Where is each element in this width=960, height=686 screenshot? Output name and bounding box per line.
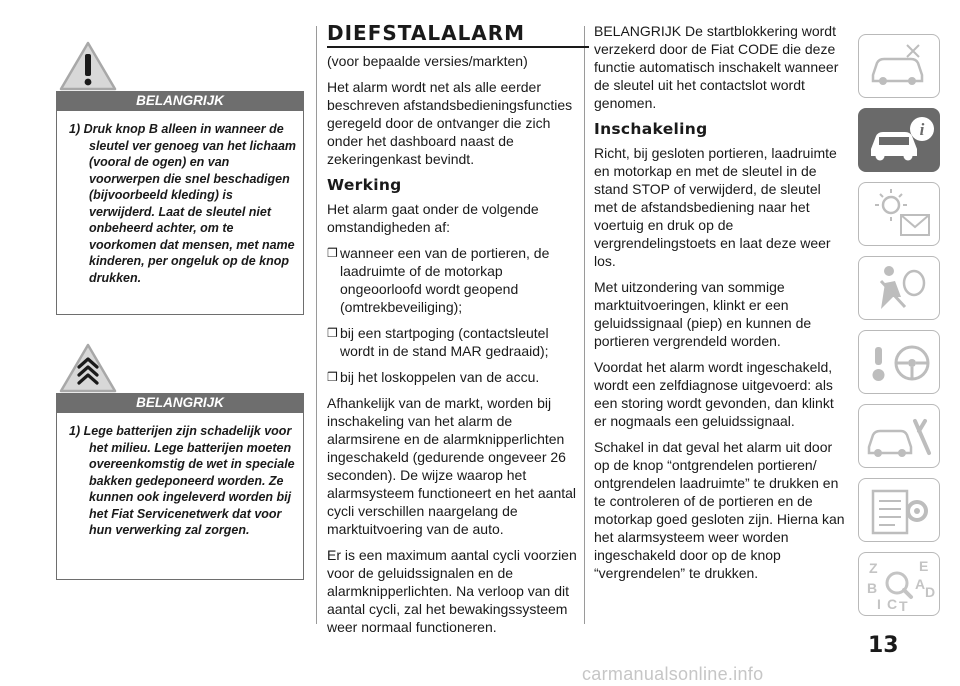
checkbox-bullet-icon: ❒ <box>327 326 338 340</box>
subtitle: (voor bepaalde versies/markten) <box>327 53 528 69</box>
tab-car-info[interactable] <box>858 108 940 172</box>
body-paragraph: Richt, bij gesloten portieren, laadruimte en motorkap en met de sleutel in de stand STOP of verwijderd, de sleutel met de afstandsbediening naar het voertuig en druk op de vergrendelingstoets en laat deze weer los. <box>594 145 837 269</box>
tab-letter: I <box>877 596 881 612</box>
tab-letter: E <box>919 558 929 574</box>
item-text: Lege batterijen zijn schadelijk voor het milieu. Lege batterijen moeten overeenkomstig de wet in speciale bakken gedeponeerd worden. Ze kunnen ook ingeleverd worden bij het Fiat Servicenetwerk dat voor hun verwerking zal zorgen. <box>83 424 295 537</box>
tab-starting-driving[interactable] <box>858 330 940 394</box>
tab-maintenance[interactable] <box>858 478 940 542</box>
warning-text <box>67 121 297 286</box>
tab-letter: D <box>925 584 936 600</box>
section-heading: Werking <box>327 176 402 194</box>
list-item-text: bij het loskoppelen van de accu. <box>340 369 540 385</box>
warning-heading: BELANGRIJK <box>57 393 303 413</box>
tab-letter: B <box>867 580 878 596</box>
svg-text:i: i <box>919 120 925 139</box>
warning-lights-tab-icon <box>859 183 941 247</box>
page-title: DIEFSTALALARM <box>327 22 589 48</box>
safety-airbag-tab-icon <box>859 257 941 321</box>
car-dashboard-tab-icon <box>859 35 941 99</box>
environment-recycle-icon <box>58 342 118 394</box>
car-info-tab-icon <box>859 109 941 173</box>
body-paragraph: Met uitzondering van sommige marktuitvoeringen, klinkt er een geluidssignaal (piep) en kunnen de portieren vergrendeld worden. <box>594 279 812 349</box>
section-intro: Het alarm gaat onder de volgende omstandigheden af: <box>327 201 539 235</box>
list-item <box>327 324 577 360</box>
item-text: Druk knop B alleen in wanneer de sleutel ver genoeg van het lichaam (vooral de ogen) en van voorwerpen die snel beschadigen (bijvoorbeeld kleding) is verwijderd. Laat de sleutel niet onbeheerd achter, om te voorkomen dat mensen, met name kinderen, per ongeluk op de knop drukken. <box>83 122 297 285</box>
warning-heading: BELANGRIJK <box>57 91 303 111</box>
intro-paragraph: Het alarm wordt net als alle eerder beschreven afstandsbedieningsfuncties geregeld door de ontvanger die zich onder het dashboard naast de zekeringenkast bevindt. <box>327 79 573 167</box>
item-number: 1) <box>69 122 81 136</box>
emergency-car-tab-icon <box>859 405 941 469</box>
warning-triangle-icon <box>58 40 118 92</box>
index-alphabet-tab-icon <box>859 553 941 617</box>
body-paragraph: BELANGRIJK De startblokkering wordt verzekerd door de Fiat CODE die deze functie automatisch inschakelt wanneer de sleutel uit het contactslot wordt genomen. <box>594 23 839 111</box>
tab-index[interactable] <box>858 552 940 616</box>
column-divider <box>316 26 317 624</box>
tab-letter: Z <box>869 560 878 576</box>
section-heading: Inschakeling <box>594 120 708 138</box>
tab-letter: T <box>899 598 908 614</box>
body-paragraph: Afhankelijk van de markt, worden bij inschakeling van het alarm de alarmsirene en de alarmknipperlichten ingeschakeld (gedurende ongeveer 26 seconden). De wijze waarop het alarmsysteem functioneert en het aantal cycli verschillen naargelang de marktuitvoering van de auto. <box>327 395 577 537</box>
checkbox-bullet-icon: ❒ <box>327 370 338 384</box>
maintenance-list-tab-icon <box>859 479 941 543</box>
tab-safety[interactable] <box>858 256 940 320</box>
right-column <box>594 22 846 590</box>
body-paragraph: Voordat het alarm wordt ingeschakeld, wordt een zelfdiagnose uitgevoerd: als een storing wordt gevonden, dan klinkt er nogmaals een geluidssignaal. <box>594 359 834 429</box>
tab-letter: A <box>915 576 926 592</box>
page-number: 13 <box>868 633 899 658</box>
list-item-text: wanneer een van de portieren, de laadruimte of de motorkap ongeoorloofd wordt geopend (omtrekbeveiliging); <box>340 245 550 315</box>
watermark-text: carmanualsonline.info <box>582 664 764 684</box>
middle-column <box>327 22 577 644</box>
list-item <box>327 368 577 386</box>
item-number: 1) <box>69 424 81 438</box>
tab-letter: C <box>887 596 898 612</box>
column-divider <box>584 26 585 624</box>
list-item <box>327 244 577 316</box>
tab-emergency[interactable] <box>858 404 940 468</box>
checkbox-bullet-icon: ❒ <box>327 246 338 260</box>
tab-warning-lights[interactable] <box>858 182 940 246</box>
starting-driving-tab-icon <box>859 331 941 395</box>
tab-dashboard[interactable] <box>858 34 940 98</box>
body-paragraph: Schakel in dat geval het alarm uit door op de knop “ontgrendelen portieren/ ontgrendelen laadruimte” te drukken en te controleren of de portieren en de motorkap goed gesloten zijn. Hierna kan het alarmsysteem weer worden ingeschakeld door op de knop “vergrendelen” te drukken. <box>594 439 845 581</box>
warning-box-key <box>56 91 304 315</box>
warning-box-battery <box>56 393 304 580</box>
body-paragraph: Er is een maximum aantal cycli voorzien voor de geluidssignalen en de alarmknipperlichten. Na verloop van dit aantal cycli, zal het bewakingssysteem weer normaal functioneren. <box>327 547 577 635</box>
warning-text <box>67 423 297 539</box>
list-item-text: bij een startpoging (contactsleutel wordt in de stand MAR gedraaid); <box>340 325 549 359</box>
